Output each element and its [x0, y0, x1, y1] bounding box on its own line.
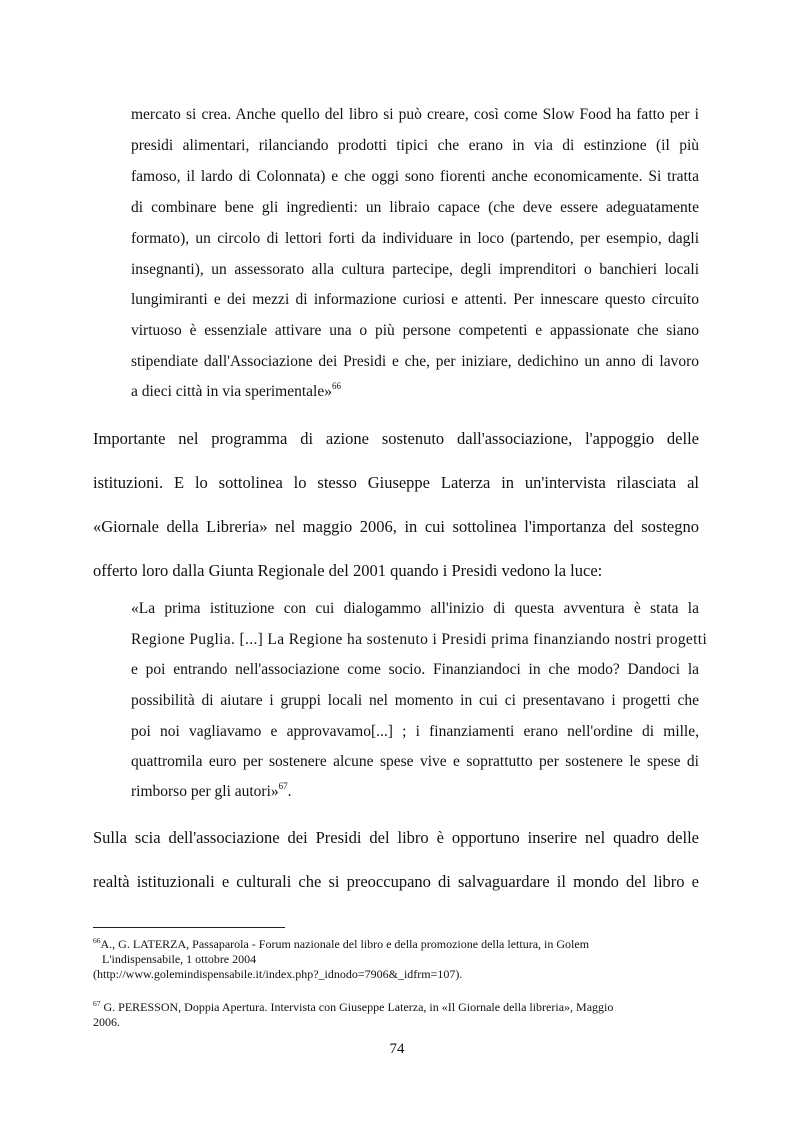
footnote-line: L'indispensabile, 1 ottobre 2004	[102, 952, 257, 966]
quote-line: formato), un circolo di lettori forti da individuare in loco (partendo, per esempio, dagli	[131, 230, 699, 247]
body-line-last: offerto loro dalla Giunta Regionale del 2001 quando i Presidi vedono la luce:	[93, 561, 603, 580]
quote-end-punct: .	[287, 783, 292, 800]
footnote-ref-67: 67	[278, 781, 288, 791]
footnote-text: A., G. LATERZA, Passaparola - Forum nazionale del libro e della promozione della lettura, in Golem	[100, 937, 590, 951]
footnote-text: G. PERESSON, Doppia Apertura. Intervista con Giuseppe Laterza, in «Il Giornale della libreria», Maggio	[103, 1000, 614, 1014]
footnote-ref-66: 66	[332, 381, 341, 391]
body-line: Sulla scia dell'associazione dei Presidi del libro è opportuno inserire nel quadro delle	[93, 828, 699, 847]
quote-line: Regione Puglia. [...] La Regione ha sostenuto i Presidi prima finanziando nostri progetti	[131, 631, 708, 648]
footnote-number: 67	[93, 999, 101, 1008]
page-number: 74	[389, 1041, 405, 1057]
quote-line: possibilità di aiutare i gruppi locali nel momento in cui ci presentavano i progetti che	[131, 692, 699, 709]
body-line: «Giornale della Libreria» nel maggio 2006, in cui sottolinea l'importanza del sostegno	[93, 517, 699, 536]
quote-line: famoso, il lardo di Colonnata) e che oggi sono fiorenti anche economicamente. Si tratta	[131, 168, 699, 185]
footnote-line: (http://www.golemindispensabile.it/index.php?_idnodo=7906&_idfrm=107).	[93, 967, 463, 981]
quote-line-last	[131, 783, 699, 801]
body-line: Importante nel programma di azione sostenuto dall'associazione, l'appoggio delle	[93, 429, 699, 448]
quote-line: virtuoso è essenziale attivare una o più persone competenti e appassionate che siano	[131, 322, 699, 339]
quote-line: mercato si crea. Anche quello del libro si può creare, così come Slow Food ha fatto per i	[131, 106, 699, 123]
footnote-line	[93, 937, 589, 951]
footnote-number: 66	[93, 936, 101, 945]
quote-line: poi noi vagliavamo e approvavamo[...] ; i finanziamenti erano nell'ordine di mille,	[131, 723, 699, 740]
quote-line: «La prima istituzione con cui dialogammo all'inizio di questa avventura è stata la	[131, 600, 699, 617]
quote-text: rimborso per gli autori»	[131, 783, 279, 800]
footnote-line: 2006.	[93, 1015, 120, 1029]
quote-line: quattromila euro per sostenere alcune spese vive e soprattutto per sostenere le spese di	[131, 753, 699, 770]
quote-text: a dieci città in via sperimentale»	[131, 383, 332, 400]
quote-line: lungimiranti e dei mezzi di informazione curiosi e attenti. Per innescare questo circuito	[131, 291, 699, 308]
quote-line: presidi alimentari, rilanciando prodotti tipici che erano in via di estinzione (il più	[131, 137, 699, 154]
quote-line-last	[131, 383, 699, 401]
footnote-line	[93, 1000, 613, 1014]
quote-line: insegnanti), un assessorato alla cultura partecipe, degli imprenditori o banchieri locali	[131, 261, 699, 278]
footnote-separator	[93, 927, 285, 928]
body-line: istituzioni. E lo sottolinea lo stesso Giuseppe Laterza in un'intervista rilasciata al	[93, 473, 699, 492]
quote-line: e poi entrando nell'associazione come socio. Finanziandoci in che modo? Dandoci la	[131, 661, 699, 678]
quote-line: stipendiate dall'Associazione dei Presidi e che, per iniziare, dedichino un anno di lavoro	[131, 353, 699, 370]
body-line: realtà istituzionali e culturali che si preoccupano di salvaguardare il mondo del libro e	[93, 872, 699, 891]
quote-line: di combinare bene gli ingredienti: un libraio capace (che deve essere adeguatamente	[131, 199, 699, 216]
